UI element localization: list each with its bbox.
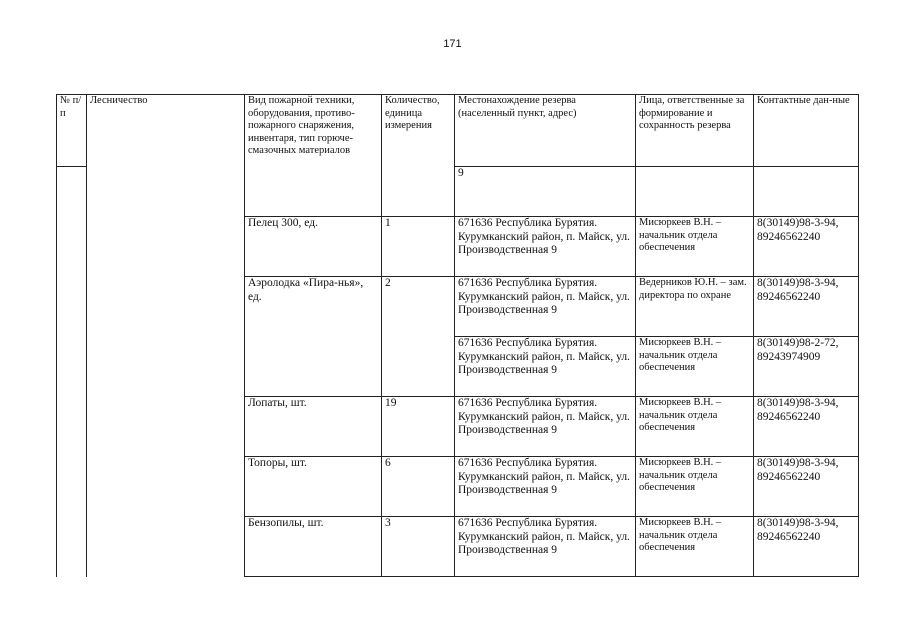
quantity-cell: 2 <box>382 277 455 397</box>
quantity-cell: 19 <box>382 397 455 457</box>
equipment-cell: Бензопилы, шт. <box>245 517 382 577</box>
location-cell: 671636 Республика Бурятия. Курумканский район, п. Майск, ул. Производственная 9 <box>455 457 636 517</box>
continuation-location: 9 <box>455 167 636 217</box>
num-cell-empty <box>57 167 87 577</box>
location-cell: 671636 Республика Бурятия. Курумканский район, п. Майск, ул. Производственная 9 <box>455 517 636 577</box>
responsible-cell: Мисюркеев В.Н. – начальник отдела обеспечения <box>636 217 754 277</box>
location-cell: 671636 Республика Бурятия. Курумканский район, п. Майск, ул. Производственная 9 <box>455 217 636 277</box>
continuation-responsible <box>636 167 754 217</box>
responsible-cell: Мисюркеев В.Н. – начальник отдела обеспечения <box>636 457 754 517</box>
location-cell: 671636 Республика Бурятия. Курумканский район, п. Майск, ул. Производственная 9 <box>455 397 636 457</box>
equipment-cell: Аэролодка «Пира-нья», ед. <box>245 277 382 397</box>
header-quantity: Количество, единица измерения <box>382 95 455 217</box>
header-row <box>57 95 859 167</box>
quantity-cell: 6 <box>382 457 455 517</box>
responsible-cell: Ведерников Ю.Н. – зам. директора по охране <box>636 277 754 337</box>
header-contacts: Контактные дан-ные <box>754 95 859 167</box>
header-equipment: Вид пожарной техники, оборудования, противо-пожарного снаряжения, инвентаря, тип горюче-смазочных материалов <box>245 95 382 217</box>
responsible-cell: Мисюркеев В.Н. – начальник отдела обеспечения <box>636 337 754 397</box>
contacts-cell: 8(30149)98-3-94, 89246562240 <box>754 457 859 517</box>
contacts-cell: 8(30149)98-3-94, 89246562240 <box>754 517 859 577</box>
quantity-cell: 3 <box>382 517 455 577</box>
responsible-cell: Мисюркеев В.Н. – начальник отдела обеспечения <box>636 397 754 457</box>
header-num: № п/п <box>57 95 87 167</box>
page-number: 171 <box>443 38 462 50</box>
header-forestry: Лесничество <box>87 95 245 577</box>
location-cell: 671636 Республика Бурятия. Курумканский район, п. Майск, ул. Производственная 9 <box>455 337 636 397</box>
reserve-table <box>56 94 859 577</box>
equipment-cell: Топоры, шт. <box>245 457 382 517</box>
responsible-cell: Мисюркеев В.Н. – начальник отдела обеспечения <box>636 517 754 577</box>
header-location: Местонахождение резерва (населенный пункт, адрес) <box>455 95 636 167</box>
contacts-cell: 8(30149)98-3-94, 89246562240 <box>754 397 859 457</box>
equipment-cell: Пелец 300, ед. <box>245 217 382 277</box>
location-cell: 671636 Республика Бурятия. Курумканский район, п. Майск, ул. Производственная 9 <box>455 277 636 337</box>
contacts-cell: 8(30149)98-3-94, 89246562240 <box>754 277 859 337</box>
contacts-cell: 8(30149)98-3-94, 89246562240 <box>754 217 859 277</box>
quantity-cell: 1 <box>382 217 455 277</box>
header-responsible: Лица, ответственные за формирование и сохранность резерва <box>636 95 754 167</box>
continuation-contacts <box>754 167 859 217</box>
equipment-cell: Лопаты, шт. <box>245 397 382 457</box>
contacts-cell: 8(30149)98-2-72, 89243974909 <box>754 337 859 397</box>
